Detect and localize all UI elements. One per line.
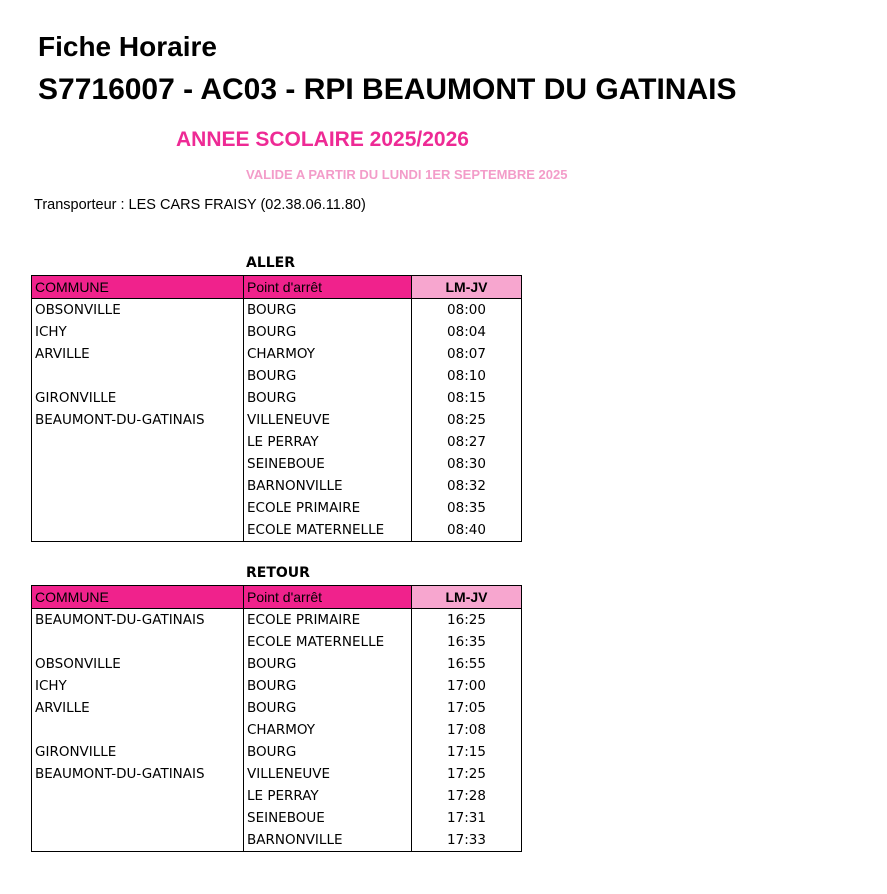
commune-cell xyxy=(32,365,244,387)
time-cell: 08:40 xyxy=(412,519,522,542)
commune-cell: BEAUMONT-DU-GATINAIS xyxy=(32,609,244,632)
table-header-row xyxy=(32,586,522,609)
commune-cell xyxy=(32,631,244,653)
table-row xyxy=(32,431,522,453)
stop-cell: BOURG xyxy=(244,365,412,387)
days-header: LM-JV xyxy=(412,586,522,609)
aller-title: ALLER xyxy=(246,255,296,271)
table-row xyxy=(32,299,522,322)
commune-cell: OBSONVILLE xyxy=(32,653,244,675)
commune-header: COMMUNE xyxy=(32,276,244,299)
line-title: S7716007 - AC03 - RPI BEAUMONT DU GATINAIS xyxy=(38,73,737,106)
stop-cell: BOURG xyxy=(244,697,412,719)
commune-cell xyxy=(32,497,244,519)
table-row xyxy=(32,519,522,542)
time-cell: 17:08 xyxy=(412,719,522,741)
time-cell: 17:00 xyxy=(412,675,522,697)
time-cell: 17:15 xyxy=(412,741,522,763)
table-row xyxy=(32,675,522,697)
table-row xyxy=(32,387,522,409)
validity-note: VALIDE A PARTIR DU LUNDI 1ER SEPTEMBRE 2025 xyxy=(246,167,568,182)
aller-table xyxy=(31,275,522,542)
commune-cell xyxy=(32,475,244,497)
table-row xyxy=(32,829,522,852)
stop-header: Point d'arrêt xyxy=(244,586,412,609)
stop-cell: VILLENEUVE xyxy=(244,409,412,431)
table-row xyxy=(32,365,522,387)
time-cell: 08:07 xyxy=(412,343,522,365)
school-year: ANNEE SCOLAIRE 2025/2026 xyxy=(176,128,469,151)
stop-cell: BARNONVILLE xyxy=(244,475,412,497)
time-cell: 17:28 xyxy=(412,785,522,807)
table-row xyxy=(32,653,522,675)
table-row xyxy=(32,631,522,653)
stop-cell: BOURG xyxy=(244,741,412,763)
commune-cell xyxy=(32,431,244,453)
table-row xyxy=(32,741,522,763)
commune-cell xyxy=(32,829,244,852)
stop-cell: SEINEBOUE xyxy=(244,453,412,475)
time-cell: 08:10 xyxy=(412,365,522,387)
time-cell: 16:25 xyxy=(412,609,522,632)
table-row xyxy=(32,475,522,497)
stop-cell: ECOLE PRIMAIRE xyxy=(244,497,412,519)
time-cell: 08:25 xyxy=(412,409,522,431)
stop-cell: BOURG xyxy=(244,299,412,322)
commune-cell: ICHY xyxy=(32,321,244,343)
stop-cell: SEINEBOUE xyxy=(244,807,412,829)
table-row xyxy=(32,609,522,632)
time-cell: 17:05 xyxy=(412,697,522,719)
table-row xyxy=(32,343,522,365)
stop-cell: BARNONVILLE xyxy=(244,829,412,852)
stop-cell: ECOLE PRIMAIRE xyxy=(244,609,412,632)
stop-cell: VILLENEUVE xyxy=(244,763,412,785)
table-row xyxy=(32,321,522,343)
time-cell: 08:04 xyxy=(412,321,522,343)
commune-cell: OBSONVILLE xyxy=(32,299,244,322)
time-cell: 17:33 xyxy=(412,829,522,852)
table-row xyxy=(32,497,522,519)
stop-header: Point d'arrêt xyxy=(244,276,412,299)
commune-cell xyxy=(32,453,244,475)
time-cell: 17:31 xyxy=(412,807,522,829)
carrier-info: Transporteur : LES CARS FRAISY (02.38.06.11.80) xyxy=(34,197,366,213)
commune-cell xyxy=(32,719,244,741)
stop-cell: LE PERRAY xyxy=(244,785,412,807)
stop-cell: CHARMOY xyxy=(244,719,412,741)
commune-header: COMMUNE xyxy=(32,586,244,609)
retour-table xyxy=(31,585,522,852)
stop-cell: LE PERRAY xyxy=(244,431,412,453)
commune-cell: BEAUMONT-DU-GATINAIS xyxy=(32,763,244,785)
stop-cell: BOURG xyxy=(244,387,412,409)
table-header-row xyxy=(32,276,522,299)
time-cell: 16:35 xyxy=(412,631,522,653)
retour-title: RETOUR xyxy=(246,565,310,581)
time-cell: 08:30 xyxy=(412,453,522,475)
time-cell: 08:27 xyxy=(412,431,522,453)
commune-cell: ICHY xyxy=(32,675,244,697)
time-cell: 16:55 xyxy=(412,653,522,675)
table-row xyxy=(32,719,522,741)
table-row xyxy=(32,807,522,829)
stop-cell: ECOLE MATERNELLE xyxy=(244,631,412,653)
commune-cell: GIRONVILLE xyxy=(32,741,244,763)
time-cell: 08:15 xyxy=(412,387,522,409)
stop-cell: ECOLE MATERNELLE xyxy=(244,519,412,542)
commune-cell xyxy=(32,807,244,829)
commune-cell: GIRONVILLE xyxy=(32,387,244,409)
time-cell: 08:35 xyxy=(412,497,522,519)
days-header: LM-JV xyxy=(412,276,522,299)
table-row xyxy=(32,453,522,475)
table-row xyxy=(32,785,522,807)
commune-cell: ARVILLE xyxy=(32,697,244,719)
stop-cell: BOURG xyxy=(244,321,412,343)
commune-cell xyxy=(32,519,244,542)
table-row xyxy=(32,409,522,431)
stop-cell: BOURG xyxy=(244,675,412,697)
time-cell: 08:00 xyxy=(412,299,522,322)
time-cell: 08:32 xyxy=(412,475,522,497)
table-row xyxy=(32,697,522,719)
commune-cell: BEAUMONT-DU-GATINAIS xyxy=(32,409,244,431)
stop-cell: BOURG xyxy=(244,653,412,675)
commune-cell: ARVILLE xyxy=(32,343,244,365)
commune-cell xyxy=(32,785,244,807)
document-title: Fiche Horaire xyxy=(38,31,217,62)
time-cell: 17:25 xyxy=(412,763,522,785)
table-row xyxy=(32,763,522,785)
stop-cell: CHARMOY xyxy=(244,343,412,365)
